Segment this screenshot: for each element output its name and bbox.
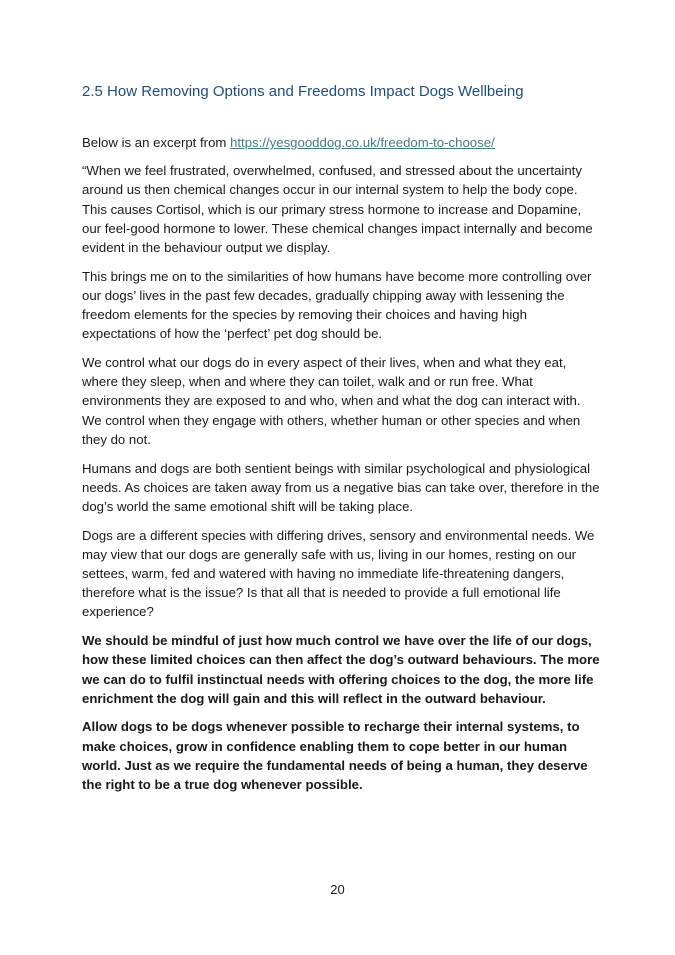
paragraph-line: settees, warm, fed and watered with having no immediate life-threatening dangers, [82,566,565,582]
paragraph-2 [82,267,602,344]
paragraph-line: We control what our dogs do in every aspect of their lives, when and what they eat, [82,355,567,371]
paragraph-line: dog’s world the same emotional shift will be taking place. [82,498,414,514]
paragraph-line: make choices, grow in confidence enabling them to cope better in our human [82,738,568,754]
paragraph-line: experience? [82,604,154,620]
intro-line [82,133,602,152]
paragraph-line: We control when they engage with others, whether human or other species and when [82,412,581,428]
paragraph-line: freedom elements for the species by removing their choices and having high [82,307,527,323]
page-content [82,133,602,804]
paragraph-5 [82,526,602,622]
paragraph-line: “When we feel frustrated, overwhelmed, confused, and stressed about the uncertainty [82,163,582,179]
paragraph-line: our dogs’ lives in the past few decades, gradually chipping away with lessening the [82,287,565,303]
paragraph-line: where they sleep, when and where they can toilet, walk and or run free. What [82,374,533,390]
paragraph-line: Humans and dogs are both sentient beings with similar psychological and physiological [82,460,591,476]
paragraph-line: We should be mindful of just how much control we have over the life of our dogs, [82,633,592,649]
paragraph-line: needs. As choices are taken away from us a negative bias can take over, therefore in the [82,479,600,495]
paragraph-line: world. Just as we require the fundamental needs of being a human, they deserve [82,757,588,773]
paragraph-line: This causes Cortisol, which is our primary stress hormone to increase and Dopamine, [82,201,582,217]
paragraph-line: evident in the behaviour output we display. [82,240,331,256]
paragraph-line: the right to be a true dog whenever possible. [82,777,363,793]
page-number: 20 [330,882,345,897]
paragraph-line: how these limited choices can then affect the dog’s outward behaviours. The more [82,652,600,668]
paragraph-line: Dogs are a different species with differing drives, sensory and environmental needs. We [82,527,595,543]
paragraph-line: may view that our dogs are generally safe with us, living in our homes, resting on our [82,546,577,562]
paragraph-1 [82,161,602,257]
paragraph-line: around us then chemical changes occur in our internal system to help the body cope. [82,182,578,198]
paragraph-line: expectations of how the ‘perfect’ pet dog should be. [82,326,383,342]
section-heading: 2.5 How Removing Options and Freedoms Impact Dogs Wellbeing [82,83,524,100]
paragraph-3 [82,353,602,449]
paragraph-line: This brings me on to the similarities of how humans have become more controlling over [82,268,592,284]
source-link[interactable]: https://yesgooddog.co.uk/freedom-to-choose/ [230,135,495,150]
paragraph-line: enrichment the dog will gain and this will reflect in the outward behaviour. [82,690,546,706]
paragraph-line: our feel-good hormone to lower. These chemical changes impact internally and become [82,220,593,236]
bold-paragraph-2 [82,717,602,794]
paragraph-line: Allow dogs to be dogs whenever possible to recharge their internal systems, to [82,719,580,735]
intro-text: Below is an excerpt from [82,135,231,150]
paragraph-4 [82,459,602,517]
paragraph-line: we can do to fulfil instinctual needs with offering choices to the dog, the more life [82,671,594,687]
paragraph-line: therefore what is the issue? Is that all that is needed to provide a full emotional life [82,585,561,601]
paragraph-line: they do not. [82,431,151,447]
paragraph-line: environments they are exposed to and who, when and what the dog can interact with. [82,393,581,409]
bold-paragraph-1 [82,631,602,708]
